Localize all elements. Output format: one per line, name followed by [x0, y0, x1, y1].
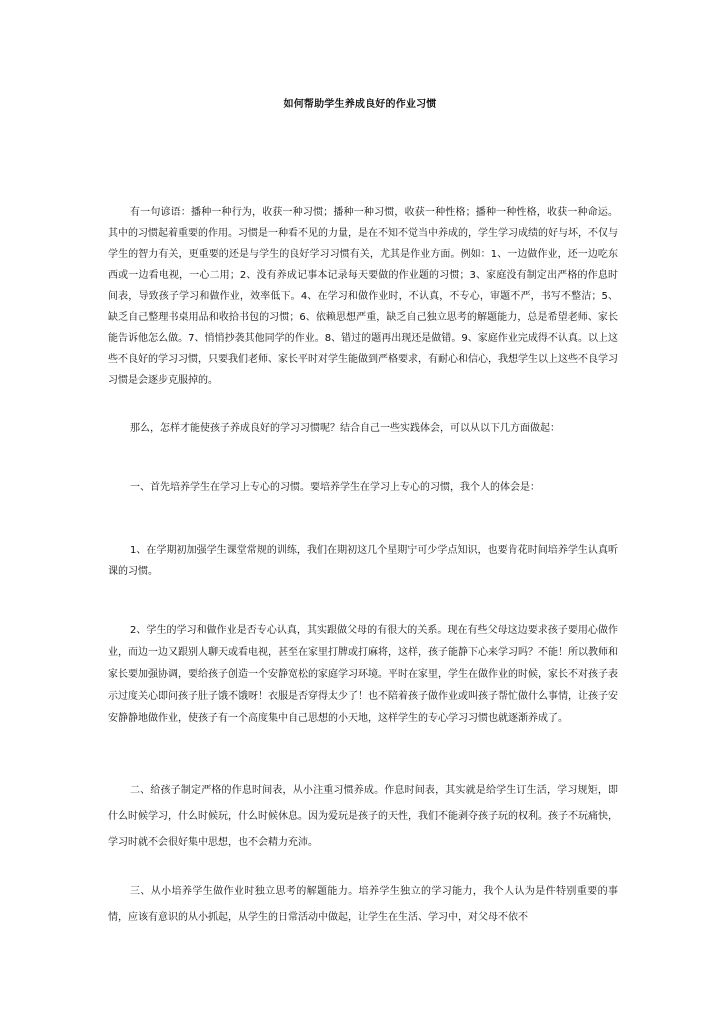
section-paragraph-2: 二、给孩子制定严格的作息时间表，从小注重习惯养成。作息时间表，其实就是给学生订生活，学习规矩，即什么时候学习，什么时候玩，什么时候休息。因为爱玩是孩子的天性，我们不能剥夺孩子玩的权利。孩子不玩痛快，学习时就不会很好集中思想，也不会精力充沛。 [108, 785, 618, 848]
section-heading-1: 一、首先培养学生在学习上专心的习惯。要培养学生在学习上专心的习惯，我个人的体会是： [130, 482, 540, 493]
section-paragraph-3: 三、从小培养学生做作业时独立思考的解题能力。培养学生独立的学习能力，我个人认为是件特别重要的事情，应该有意识的从小抓起，从学生的日常活动中做起，让学生在生活、学习中，对父母不依不 [108, 886, 618, 923]
document-title: 如何帮助学生养成良好的作业习惯 [283, 99, 437, 110]
paragraph-item-2: 2、学生的学习和做作业是否专心认真，其实跟做父母的有很大的关系。现在有些父母这边要求孩子要用心做作业，而边一边又跟别人聊天或看电视，甚至在家里打牌或打麻将，这样，孩子能静下心来学习吗？不能！所以教师和家长要加强协调，要给孩子创造一个安静宽松的家庭学习环境。平时在家里，学生在做作业的时候，家长不对孩子表示过度关心即问孩子肚子饿不饿呀！衣服是否穿得太少了！也不陪着孩子做作业或叫孩子帮忙做什么事情，让孩子安安静静地做作业，使孩子有一个高度集中自己思想的小天地，这样学生的专心学习习惯也就逐渐养成了。 [108, 625, 618, 724]
paragraph-item-1: 1、在学期初加强学生课堂常规的训练，我们在期初这几个星期宁可少学点知识，也要肯花时间培养学生认真听课的习惯。 [108, 545, 618, 577]
paragraph-question: 那么，怎样才能使孩子养成良好的学习习惯呢？结合自己一些实践体会，可以从以下几方面做起： [130, 423, 560, 434]
paragraph-intro: 有一句谚语：播种一种行为，收获一种习惯；播种一种习惯，收获一种性格；播种一种性格，收获一种命运。其中的习惯起着重要的作用。习惯是一种看不见的力量，是在不知不觉当中养成的，学生学习成绩的好与坏，不仅与学生的智力有关，更重要的还是与学生的良好学习习惯有关，尤其是作业方面。例如：1、一边做作业，还一边吃东西或一边看电视，一心二用；2、没有养成记事本记录每天要做的作业题的习惯；3、家庭没有制定出严格的作息时间表，导致孩子学习和做作业，效率低下。4、在学习和做作业时，不认真，不专心，审题不严，书写不整洁；5、缺乏自己整理书桌用品和收拾书包的习惯；6、依赖思想严重，缺乏自己独立思考的解题能力，总是希望老师、家长能告诉他怎么做。7、悄悄抄袭其他同学的作业。8、错过的题再出现还是做错。9、家庭作业完成得不认真。以上这些不良好的学习习惯，只要我们老师、家长平时对学生能做到严格要求，有耐心和信心，我想学生以上这些不良学习习惯是会逐步克服掉的。 [108, 207, 618, 386]
